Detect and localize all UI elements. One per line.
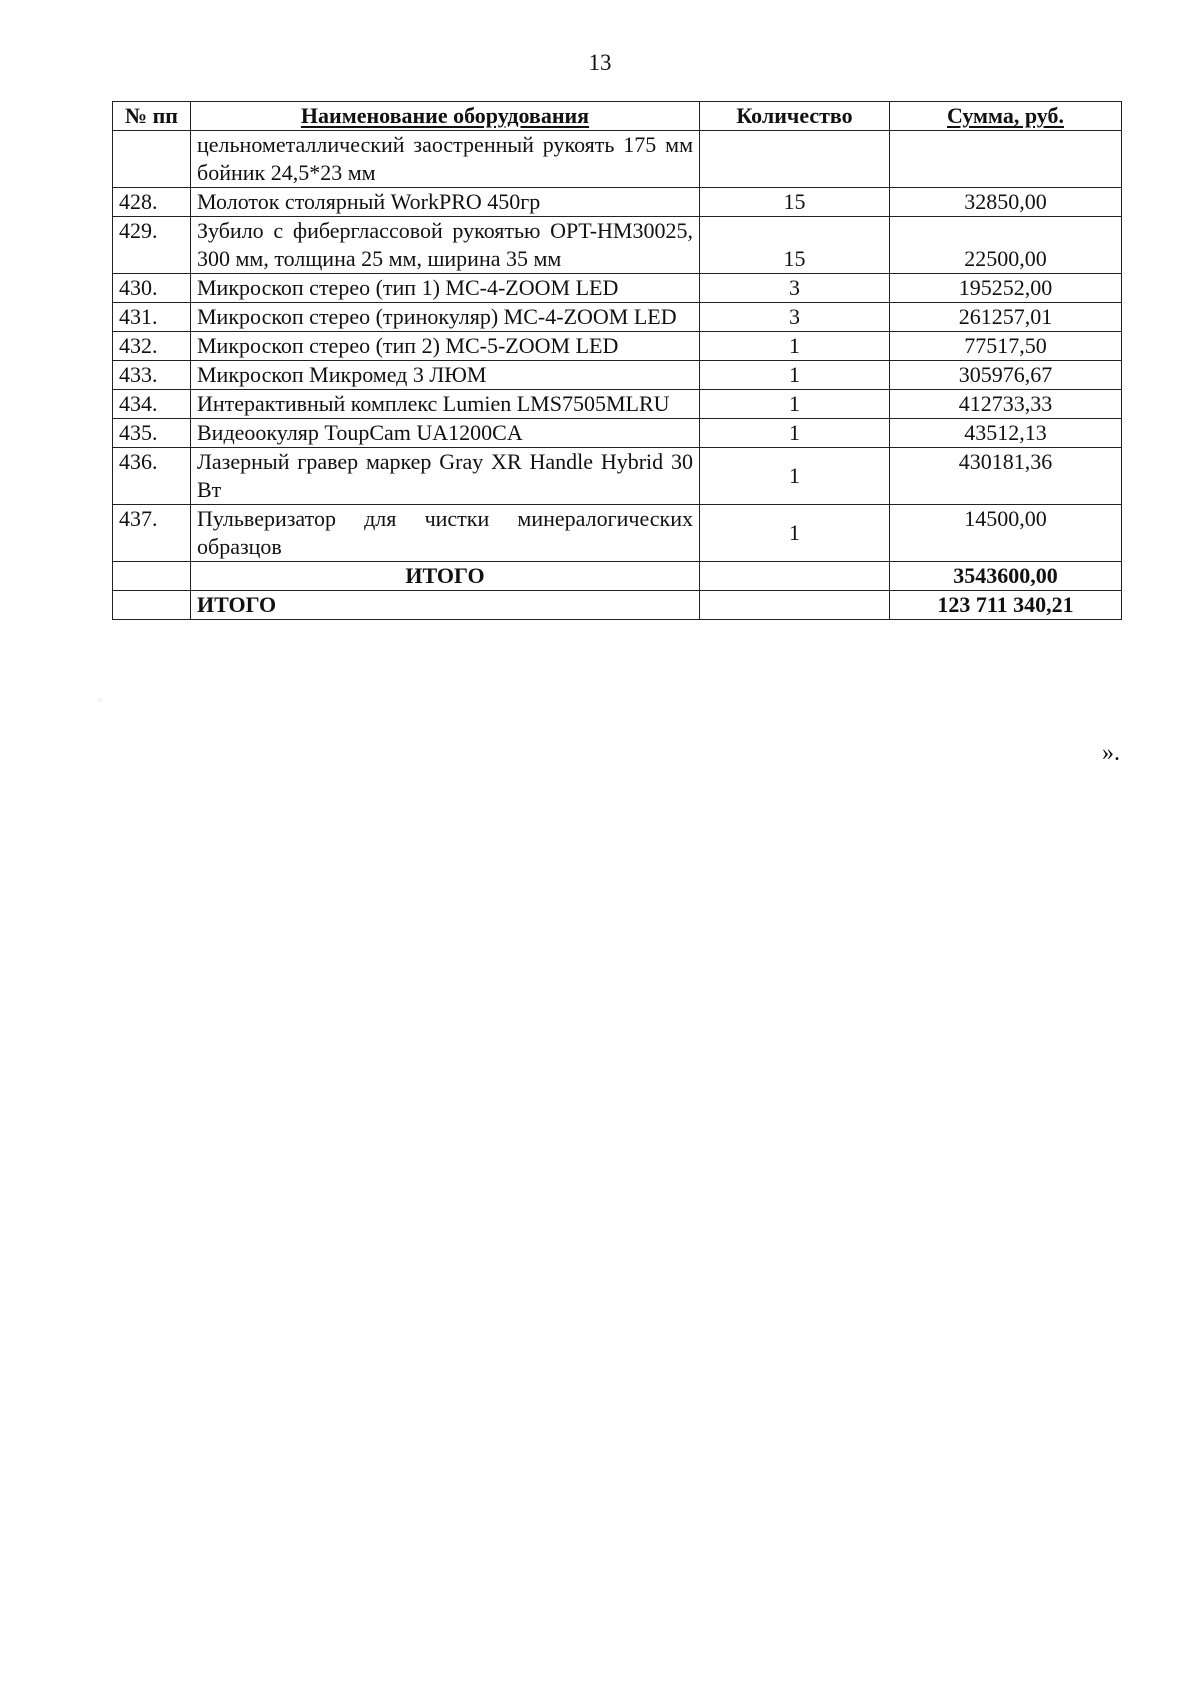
row-num: 435. [113,419,191,448]
row-name: Молоток столярный WorkPRO 450гр [191,188,700,217]
table-row [113,505,1122,562]
row-qty: 1 [700,419,890,448]
row-sum: 305976,67 [890,361,1122,390]
row-sum: 77517,50 [890,332,1122,361]
row-name: Лазерный гравер маркер Gray XR Handle Hybrid 30 Вт [191,448,700,505]
row-num [113,131,191,188]
row-num: 430. [113,274,191,303]
row-num: 428. [113,188,191,217]
row-sum: 14500,00 [890,505,1122,562]
grand-total-label: ИТОГО [191,591,700,620]
row-name: Микроскоп стерео (тип 1) МС-4-ZOOM LED [191,274,700,303]
row-qty: 1 [700,448,890,505]
row-qty: 15 [700,217,890,274]
table-row [113,274,1122,303]
subtotal-label: ИТОГО [191,562,700,591]
subtotal-num-cell [113,562,191,591]
table-row [113,303,1122,332]
subtotal-sum: 3543600,00 [890,562,1122,591]
row-num: 433. [113,361,191,390]
closing-quote: ». [1102,740,1120,766]
row-qty: 1 [700,390,890,419]
row-qty: 1 [700,361,890,390]
row-qty: 3 [700,303,890,332]
row-num: 432. [113,332,191,361]
margin-mark [100,700,101,701]
total-num-cell [113,591,191,620]
row-sum: 195252,00 [890,274,1122,303]
table-row [113,217,1122,274]
table-row [113,419,1122,448]
row-sum: 22500,00 [890,217,1122,274]
header-qty: Количество [700,102,890,131]
grand-total-sum: 123 711 340,21 [890,591,1122,620]
row-qty: 1 [700,505,890,562]
row-name: цельнометаллический заостренный рукоять 175 мм бойник 24,5*23 мм [191,131,700,188]
row-num: 436. [113,448,191,505]
header-sum: Сумма, руб. [890,102,1122,131]
row-qty [700,131,890,188]
row-num: 434. [113,390,191,419]
table-row [113,448,1122,505]
table-row [113,361,1122,390]
equipment-table [112,101,1122,620]
row-sum: 32850,00 [890,188,1122,217]
page-number: 13 [588,50,612,75]
row-sum: 412733,33 [890,390,1122,419]
row-qty: 3 [700,274,890,303]
row-name: Видеоокуляр ToupCam UA1200CA [191,419,700,448]
table-header-row [113,102,1122,131]
row-name: Микроскоп стерео (тринокуляр) МС-4-ZOOM LED [191,303,700,332]
row-num: 429. [113,217,191,274]
table-row [113,390,1122,419]
row-qty: 15 [700,188,890,217]
subtotal-qty-cell [700,562,890,591]
row-num: 431. [113,303,191,332]
table-row [113,188,1122,217]
grand-total-row [113,591,1122,620]
row-sum: 430181,36 [890,448,1122,505]
row-num: 437. [113,505,191,562]
table-row [113,131,1122,188]
row-qty: 1 [700,332,890,361]
row-sum [890,131,1122,188]
subtotal-row [113,562,1122,591]
header-num: № пп [113,102,191,131]
row-name: Микроскоп стерео (тип 2) МС-5-ZOOM LED [191,332,700,361]
row-name: Пульверизатор для чистки минералогических образцов [191,505,700,562]
row-name: Интерактивный комплекс Lumien LMS7505MLRU [191,390,700,419]
header-name: Наименование оборудования [191,102,700,131]
row-sum: 261257,01 [890,303,1122,332]
row-sum: 43512,13 [890,419,1122,448]
row-name: Микроскоп Микромед 3 ЛЮМ [191,361,700,390]
table-row [113,332,1122,361]
row-name: Зубило с фибергласcовой рукоятью OPT-HM30025, 300 мм, толщина 25 мм, ширина 35 мм [191,217,700,274]
total-qty-cell [700,591,890,620]
